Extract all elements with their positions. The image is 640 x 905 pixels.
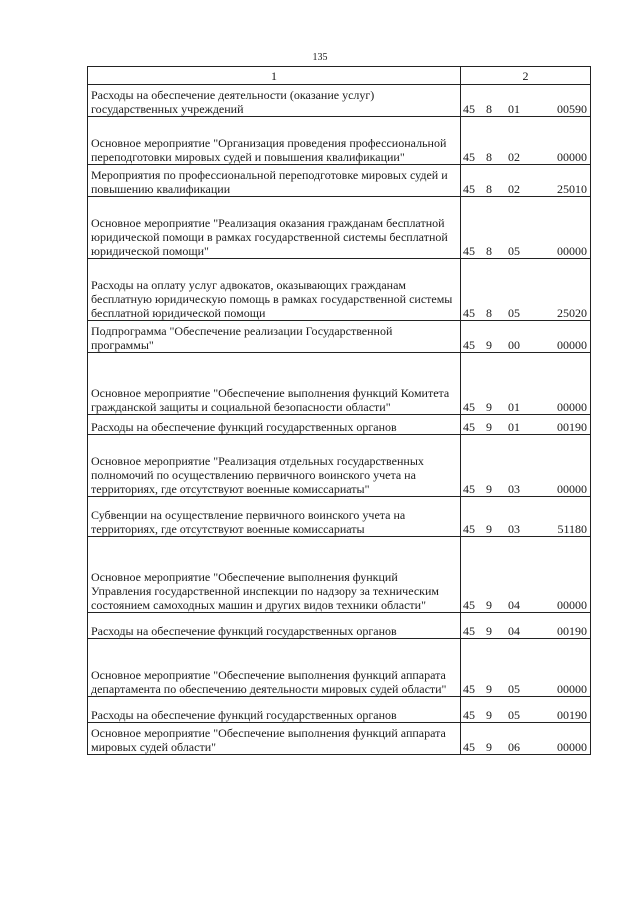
budget-table [87,66,591,755]
row-code [461,117,591,165]
row-code [461,697,591,723]
code-program: 45 [463,338,475,352]
code-subprogram: 8 [486,150,492,164]
code-program: 45 [463,420,475,434]
row-code [461,613,591,639]
code-subprogram: 8 [486,306,492,320]
code-direction: 00000 [557,338,587,352]
code-event: 02 [508,182,520,196]
code-program: 45 [463,522,475,536]
code-program: 45 [463,682,475,696]
code-direction: 00000 [557,598,587,612]
code-program: 45 [463,400,475,414]
code-program: 45 [463,182,475,196]
code-program: 45 [463,598,475,612]
row-description: Основное мероприятие "Реализация отдельных государственных полномочий по осуществлению первичного воинского учета на территориях, где отсутствуют военные комиссариаты" [88,435,461,497]
table-row [88,321,591,353]
row-description: Основное мероприятие "Обеспечение выполнения функций Управления государственной инспекции по надзору за техническим состоянием самоходных машин и других видов техники области" [88,537,461,613]
code-subprogram: 9 [486,740,492,754]
code-direction: 25020 [557,306,587,320]
code-direction: 00000 [557,682,587,696]
code-program: 45 [463,740,475,754]
row-description: Мероприятия по профессиональной переподготовке мировых судей и повышению квалификации [88,165,461,197]
row-description: Расходы на обеспечение функций государственных органов [88,697,461,723]
code-direction: 25010 [557,182,587,196]
code-direction: 00590 [557,102,587,116]
row-code [461,197,591,259]
code-event: 05 [508,306,520,320]
code-subprogram: 9 [486,624,492,638]
table-row [88,497,591,537]
code-subprogram: 9 [486,682,492,696]
row-description: Расходы на оплату услуг адвокатов, оказывающих гражданам бесплатную юридическую помощь в рамках государственной системы бесплатной юридической помощи [88,259,461,321]
row-code [461,497,591,537]
table-row [88,537,591,613]
table-row [88,117,591,165]
code-event: 03 [508,522,520,536]
row-code [461,353,591,415]
row-description: Основное мероприятие "Обеспечение выполнения функций Комитета гражданской защиты и социальной безопасности области" [88,353,461,415]
row-code [461,415,591,435]
code-subprogram: 9 [486,598,492,612]
header-col-2: 2 [461,67,591,85]
row-description: Основное мероприятие "Обеспечение выполнения функций аппарата мировых судей области" [88,723,461,755]
code-subprogram: 9 [486,400,492,414]
row-description: Подпрограмма "Обеспечение реализации Государственной программы" [88,321,461,353]
code-event: 00 [508,338,520,352]
table-row [88,415,591,435]
code-event: 01 [508,400,520,414]
code-direction: 00000 [557,150,587,164]
code-subprogram: 9 [486,482,492,496]
table-row [88,639,591,697]
code-direction: 51180 [557,522,587,536]
code-subprogram: 8 [486,244,492,258]
code-program: 45 [463,624,475,638]
code-subprogram: 8 [486,102,492,116]
code-event: 01 [508,420,520,434]
row-code [461,321,591,353]
code-event: 06 [508,740,520,754]
table-row [88,613,591,639]
code-direction: 00000 [557,482,587,496]
code-event: 05 [508,708,520,722]
code-direction: 00190 [557,420,587,434]
code-direction: 00000 [557,400,587,414]
code-program: 45 [463,244,475,258]
code-direction: 00000 [557,244,587,258]
row-description: Субвенции на осуществление первичного воинского учета на территориях, где отсутствуют военные комиссариаты [88,497,461,537]
code-event: 05 [508,682,520,696]
code-program: 45 [463,482,475,496]
code-event: 03 [508,482,520,496]
page-number: 135 [312,52,328,63]
row-description: Расходы на обеспечение функций государственных органов [88,415,461,435]
code-direction: 00190 [557,624,587,638]
code-event: 04 [508,624,520,638]
code-subprogram: 9 [486,338,492,352]
code-direction: 00190 [557,708,587,722]
row-description: Основное мероприятие "Обеспечение выполнения функций аппарата департамента по обеспечению деятельности мировых судей области" [88,639,461,697]
row-description: Расходы на обеспечение функций государственных органов [88,613,461,639]
code-program: 45 [463,306,475,320]
row-description: Расходы на обеспечение деятельности (оказание услуг) государственных учреждений [88,85,461,117]
row-code [461,85,591,117]
code-event: 02 [508,150,520,164]
table-row [88,259,591,321]
table-row [88,723,591,755]
code-program: 45 [463,708,475,722]
code-program: 45 [463,102,475,116]
table-row [88,197,591,259]
code-subprogram: 9 [486,522,492,536]
table-row [88,697,591,723]
row-code [461,259,591,321]
row-description: Основное мероприятие "Организация проведения профессиональной переподготовки мировых судей и повышения квалификации" [88,117,461,165]
code-direction: 00000 [557,740,587,754]
table-row [88,353,591,415]
row-code [461,435,591,497]
code-subprogram: 9 [486,420,492,434]
table-header-row [88,67,591,85]
row-code [461,165,591,197]
code-event: 05 [508,244,520,258]
header-col-1: 1 [88,67,461,85]
code-event: 04 [508,598,520,612]
table-row [88,435,591,497]
code-subprogram: 9 [486,708,492,722]
row-code [461,639,591,697]
table-row [88,165,591,197]
row-code [461,723,591,755]
code-subprogram: 8 [486,182,492,196]
code-program: 45 [463,150,475,164]
row-code [461,537,591,613]
table-row [88,85,591,117]
row-description: Основное мероприятие "Реализация оказания гражданам бесплатной юридической помощи в рамках государственной системы бесплатной юридической помощи" [88,197,461,259]
code-event: 01 [508,102,520,116]
